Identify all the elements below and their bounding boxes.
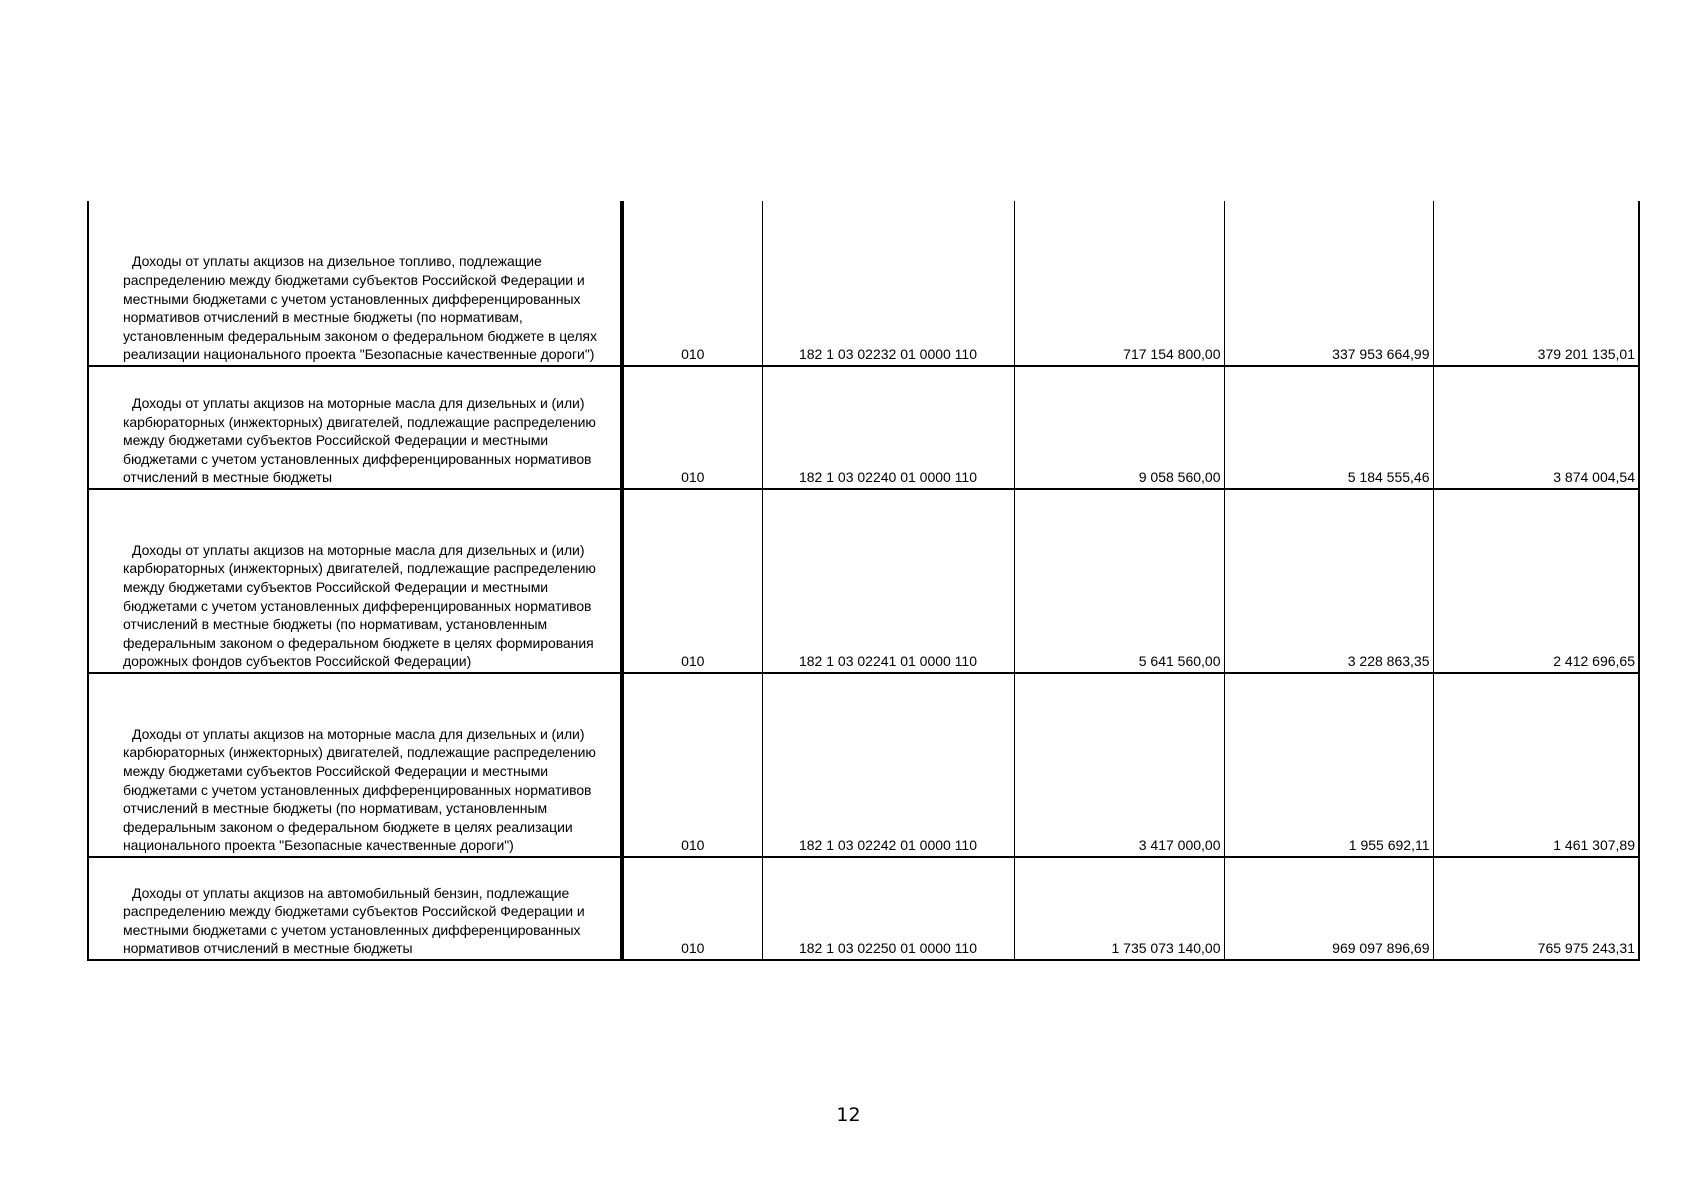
row-description: Доходы от уплаты акцизов на моторные масла для дизельных и (или) карбюраторных (инжекторных) двигателей, подлежащие распределению между бюджетами субъектов Российской Федерации и местными бюджетами с учетом установленных дифференцированных нормативов отчислений в местные бюджеты (по нормативам, установленным федеральным законом о федеральном бюджете в целях формирования дорожных фондов субъектов Российской Федерации)	[88, 489, 622, 673]
row-kbk-code: 182 1 03 02242 01 0000 110	[762, 673, 1014, 857]
row-kbk-code: 182 1 03 02250 01 0000 110	[762, 857, 1014, 960]
row-description: Доходы от уплаты акцизов на моторные масла для дизельных и (или) карбюраторных (инжекторных) двигателей, подлежащие распределению между бюджетами субъектов Российской Федерации и местными бюджетами с учетом установленных дифференцированных нормативов отчислений в местные бюджеты	[88, 366, 622, 489]
row-approved-amount: 3 417 000,00	[1014, 673, 1224, 857]
row-description: Доходы от уплаты акцизов на моторные масла для дизельных и (или) карбюраторных (инжекторных) двигателей, подлежащие распределению между бюджетами субъектов Российской Федерации и местными бюджетами с учетом установленных дифференцированных нормативов отчислений в местные бюджеты (по нормативам, установленным федеральным законом о федеральном бюджете в целях реализации национального проекта "Безопасные качественные дороги")	[88, 673, 622, 857]
row-executed-amount: 969 097 896,69	[1224, 857, 1433, 960]
table-row	[88, 201, 1639, 366]
row-line-code: 010	[622, 489, 762, 673]
row-executed-amount: 5 184 555,46	[1224, 366, 1433, 489]
table-row	[88, 673, 1639, 857]
table-row	[88, 366, 1639, 489]
row-kbk-code: 182 1 03 02241 01 0000 110	[762, 489, 1014, 673]
row-executed-amount: 337 953 664,99	[1224, 201, 1433, 366]
row-unexecuted-amount: 1 461 307,89	[1433, 673, 1639, 857]
row-line-code: 010	[622, 673, 762, 857]
row-line-code: 010	[622, 366, 762, 489]
table-row	[88, 489, 1639, 673]
row-unexecuted-amount: 379 201 135,01	[1433, 201, 1639, 366]
row-unexecuted-amount: 2 412 696,65	[1433, 489, 1639, 673]
table-row	[88, 857, 1639, 960]
row-executed-amount: 1 955 692,11	[1224, 673, 1433, 857]
row-kbk-code: 182 1 03 02232 01 0000 110	[762, 201, 1014, 366]
revenue-table	[87, 201, 1640, 961]
row-line-code: 010	[622, 201, 762, 366]
row-line-code: 010	[622, 857, 762, 960]
row-description: Доходы от уплаты акцизов на автомобильный бензин, подлежащие распределению между бюджетами субъектов Российской Федерации и местными бюджетами с учетом установленных дифференцированных нормативов отчислений в местные бюджеты	[88, 857, 622, 960]
row-description: Доходы от уплаты акцизов на дизельное топливо, подлежащие распределению между бюджетами субъектов Российской Федерации и местными бюджетами с учетом установленных дифференцированных нормативов отчислений в местные бюджеты (по нормативам, установленным федеральным законом о федеральном бюджете в целях реализации национального проекта "Безопасные качественные дороги")	[88, 201, 622, 366]
row-approved-amount: 1 735 073 140,00	[1014, 857, 1224, 960]
row-unexecuted-amount: 765 975 243,31	[1433, 857, 1639, 960]
page-number: 12	[836, 1104, 861, 1126]
row-approved-amount: 9 058 560,00	[1014, 366, 1224, 489]
row-approved-amount: 5 641 560,00	[1014, 489, 1224, 673]
row-approved-amount: 717 154 800,00	[1014, 201, 1224, 366]
row-executed-amount: 3 228 863,35	[1224, 489, 1433, 673]
row-kbk-code: 182 1 03 02240 01 0000 110	[762, 366, 1014, 489]
row-unexecuted-amount: 3 874 004,54	[1433, 366, 1639, 489]
